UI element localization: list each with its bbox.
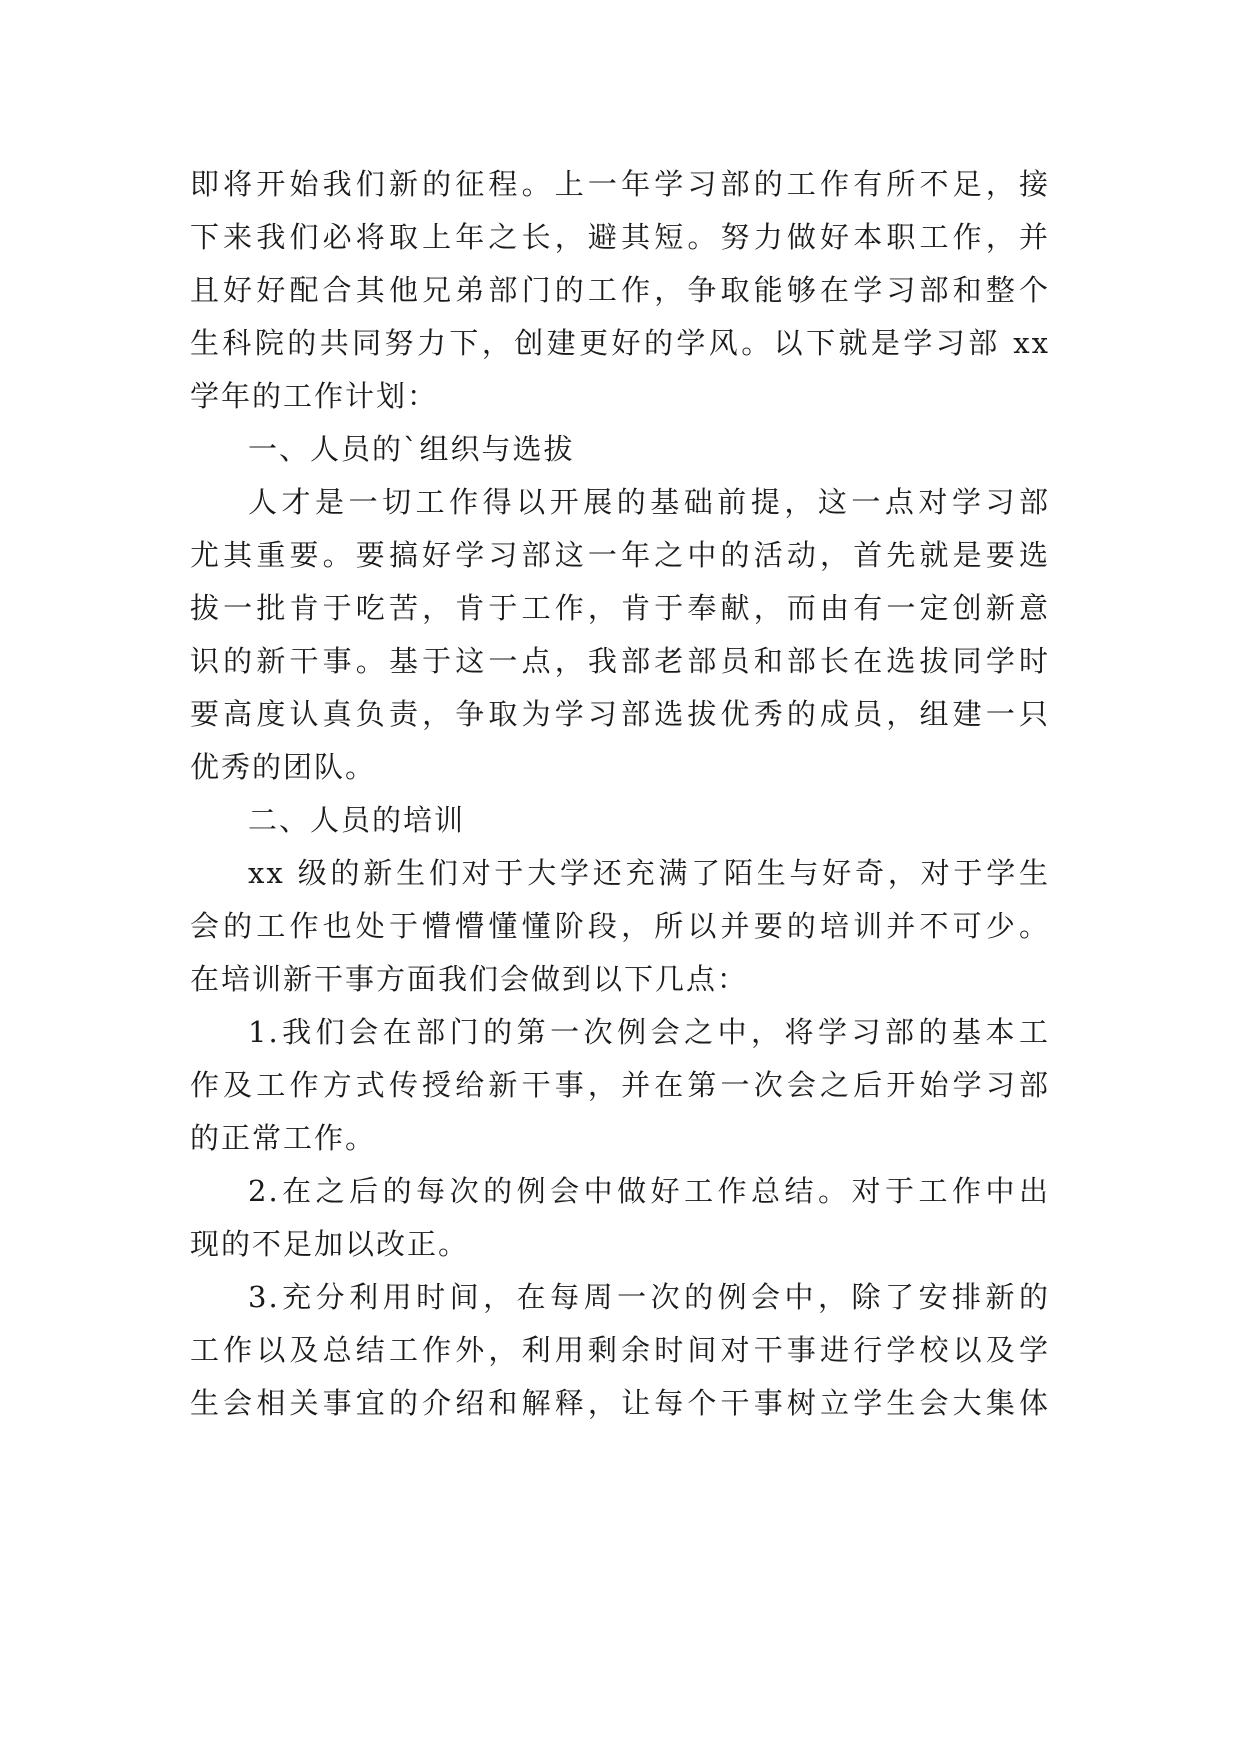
document-body [190, 158, 1050, 1430]
list-item-line: 2.在之后的每次的例会中做好工作总结。对于工作中出 [248, 1174, 1050, 1208]
list-item-line: 生会相关事宜的介绍和解释，让每个干事树立学生会大集体 [190, 1386, 1050, 1420]
paragraph-line: 下来我们必将取上年之长，避其短。努力做好本职工作，并 [190, 220, 1050, 254]
list-item-line: 作及工作方式传授给新干事，并在第一次会之后开始学习部 [190, 1068, 1050, 1102]
paragraph-line: 要高度认真负责，争取为学习部选拔优秀的成员，组建一只 [190, 697, 1050, 731]
paragraph-line: 学年的工作计划： [190, 379, 439, 413]
list-item-line: 1.我们会在部门的第一次例会之中，将学习部的基本工 [248, 1015, 1050, 1049]
paragraph-line: 优秀的团队。 [190, 750, 377, 784]
paragraph-line: 识的新干事。基于这一点，我部老部员和部长在选拔同学时 [190, 644, 1050, 678]
paragraph-line: 在培训新干事方面我们会做到以下几点： [190, 962, 749, 996]
paragraph-line: 拔一批肯于吃苦，肯于工作，肯于奉献，而由有一定创新意 [190, 591, 1050, 625]
paragraph-line: 人才是一切工作得以开展的基础前提，这一点对学习部 [248, 485, 1050, 519]
list-item-line: 3.充分利用时间，在每周一次的例会中，除了安排新的 [248, 1280, 1050, 1314]
list-item-line: 的正常工作。 [190, 1121, 377, 1155]
paragraph-line: 生科院的共同努力下，创建更好的学风。以下就是学习部 xx [190, 326, 1050, 360]
section-heading: 一、人员的`组织与选拔 [248, 432, 575, 466]
paragraph-line: 即将开始我们新的征程。上一年学习部的工作有所不足，接 [190, 167, 1050, 201]
paragraph-line: xx 级的新生们对于大学还充满了陌生与好奇，对于学生 [248, 856, 1050, 890]
paragraph-line: 会的工作也处于懵懵懂懂阶段，所以并要的培训并不可少。 [190, 909, 1050, 943]
paragraph-line: 尤其重要。要搞好学习部这一年之中的活动，首先就是要选 [190, 538, 1050, 572]
list-item-line: 现的不足加以改正。 [190, 1227, 470, 1261]
list-item-line: 工作以及总结工作外，利用剩余时间对干事进行学校以及学 [190, 1333, 1050, 1367]
section-heading: 二、人员的培训 [248, 803, 466, 837]
paragraph-line: 且好好配合其他兄弟部门的工作，争取能够在学习部和整个 [190, 273, 1050, 307]
